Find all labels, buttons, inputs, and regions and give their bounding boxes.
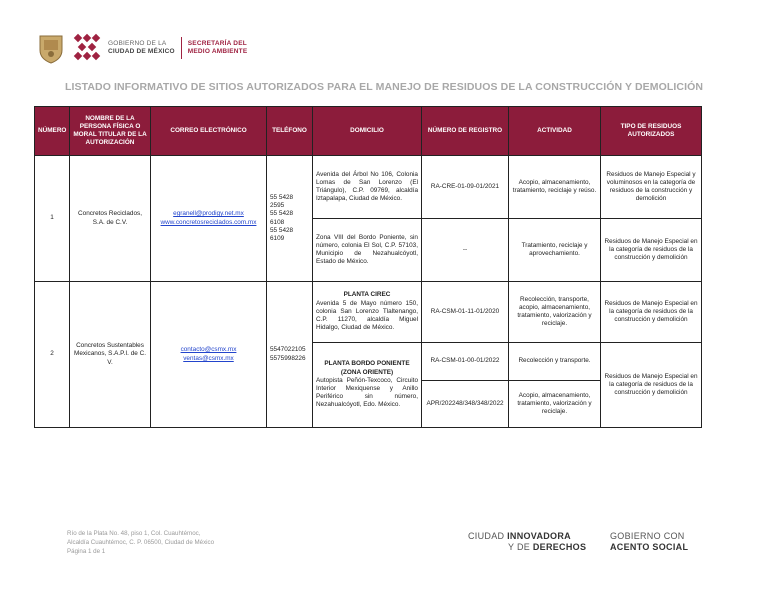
table-row: [35, 156, 702, 219]
col-name: NOMBRE DE LA PERSONA FÍSICA O MORAL TITULAR DE LA AUTORIZACIÓN: [70, 107, 151, 156]
table-row: [35, 282, 702, 343]
row2-phone-cell: [267, 282, 313, 428]
row2-email-cell: [151, 282, 267, 428]
phone: 5575998226: [270, 354, 306, 362]
row1-email-cell: [151, 156, 267, 282]
cdmx-logo-icon: [72, 32, 102, 64]
phone: 55 5428 6109: [270, 226, 294, 242]
row2-waste-2: Residuos de Manejo Especial en la categoría de residuos de la construcción y demolición: [601, 343, 702, 428]
footer-address: [67, 530, 214, 556]
row1-number: 1: [35, 156, 70, 282]
col-phone: TELÉFONO: [267, 107, 313, 156]
gov-line1: GOBIERNO DE LA: [108, 40, 167, 47]
sec-line2: MEDIO AMBIENTE: [187, 48, 248, 55]
row2-address-1: [313, 282, 422, 343]
row2-waste-1: Residuos de Manejo Especial en la categoría de residuos de la construcción y demolición: [601, 282, 702, 343]
col-activity: ACTIVIDAD: [509, 107, 601, 156]
page-title: LISTADO INFORMATIVO DE SITIOS AUTORIZADOS PARA EL MANEJO DE RESIDUOS DE LA CONSTRUCCIÓN Y DEMOLICIÓN: [64, 81, 704, 93]
col-address: DOMICILIO: [313, 107, 422, 156]
row2-name: Concretos Sustentables Mexicanos, S.A.P.I. de C. V.: [70, 282, 151, 428]
slogan-text: Y DE: [508, 542, 533, 552]
header-divider: [181, 37, 182, 59]
row2-activity-2b: Acopio, almacenamiento, tratamiento, valorización y reciclaje.: [509, 381, 601, 428]
sites-table: [34, 106, 702, 428]
phone: 55 5428 2595: [270, 193, 294, 210]
row1-phone-cell: [267, 156, 313, 282]
slogan-text-bold: DERECHOS: [532, 542, 587, 552]
row1-registry-1: RA-CRE-01-09-01/2021: [422, 156, 509, 219]
col-registry: NÚMERO DE REGISTRO: [422, 107, 509, 156]
row2-registry-2b: APR/202248/348/348/2022: [422, 381, 509, 428]
row1-registry-2: --: [422, 219, 509, 282]
slogan-text-bold: INNOVADORA: [507, 531, 571, 541]
slogan-text: GOBIERNO CON: [610, 531, 685, 541]
row1-waste-1: Residuos de Manejo Especial y voluminosos en la categoría de residuos de la construcción y demolición: [601, 156, 702, 219]
plant-name: PLANTA CIREC: [343, 291, 391, 299]
row1-address-1: Avenida del Árbol No 106, Colonia Lomas de San Lorenzo (El Triángulo), C.P. 09769, alcaldía Iztapalapa, Ciudad de México.: [313, 156, 422, 219]
slogan-ciudad: [468, 531, 586, 553]
table-header-row: [35, 107, 702, 156]
secretaria-name: [188, 40, 248, 56]
gov-line2: CIUDAD DE MÉXICO: [108, 48, 175, 55]
slogan-text-bold: ACENTO SOCIAL: [610, 542, 689, 552]
plant-address: Avenida 5 de Mayo número 150, colonia San Lorenzo Tlaltenango, C.P. 11270, alcaldía Miguel Hidalgo, Ciudad de México.: [316, 299, 418, 332]
slogan-text: CIUDAD: [468, 531, 508, 541]
row2-activity-1: Recolección, transporte, acopio, almacenamiento, tratamiento, valorización y reciclaje.: [509, 282, 601, 343]
footer-address-line: Río de la Plata No. 48, piso 1, Col. Cuauhtémoc,: [67, 530, 201, 537]
col-email: CORREO ELECTRÓNICO: [151, 107, 267, 156]
phone: 55 5428 6108: [270, 210, 294, 226]
row1-address-2: Zona VIII del Bordo Poniente, sin número, colonia El Sol, C.P. 57103, Municipio de Nezahualcóyotl, Estado de México.: [313, 219, 422, 282]
mexico-coat-of-arms-icon: [36, 32, 66, 64]
page-number: Página 1 de 1: [67, 547, 106, 555]
row2-registry-1: RA-CSM-01-11-01/2020: [422, 282, 509, 343]
row2-number: 2: [35, 282, 70, 428]
email-link[interactable]: egranell@prodigy.net.mx: [173, 210, 244, 218]
row1-name: Concretos Reciclados, S.A. de C.V.: [70, 156, 151, 282]
row2-address-2: [313, 343, 422, 428]
row1-waste-2: Residuos de Manejo Especial en la categoría de residuos de la construcción y demolición: [601, 219, 702, 282]
email-link[interactable]: contacto@csmx.mx: [180, 346, 237, 354]
col-number: NÚMERO: [35, 107, 70, 156]
plant-name: PLANTA BORDO PONIENTE (ZONA ORIENTE): [324, 360, 410, 376]
row2-registry-2a: RA-CSM-01-00-01/2022: [422, 343, 509, 381]
row1-activity-2: Tratamiento, reciclaje y aprovechamiento.: [509, 219, 601, 282]
plant-address: Autopista Peñón-Texcoco, Circuito Interior Mexiquense y Anillo Periférico sin número, Nezahualcóyotl, Edo. México.: [316, 376, 418, 409]
footer-address-line: Alcaldía Cuauhtémoc, C. P. 06500, Ciudad de México: [67, 538, 215, 546]
gov-name: [108, 40, 175, 56]
email-link[interactable]: ventas@csmx.mx: [183, 354, 234, 362]
slogan-gobierno: [610, 531, 688, 553]
sec-line1: SECRETARÍA DEL: [187, 40, 247, 47]
phone: 5547022105: [270, 346, 306, 354]
row2-activity-2a: Recolección y transporte.: [509, 343, 601, 381]
header-logos: [36, 28, 247, 68]
website-link[interactable]: www.concretosreciclados.com.mx: [160, 218, 257, 226]
col-waste: TIPO DE RESIDUOS AUTORIZADOS: [601, 107, 702, 156]
row1-activity-1: Acopio, almacenamiento, tratamiento, reciclaje y reúso.: [509, 156, 601, 219]
